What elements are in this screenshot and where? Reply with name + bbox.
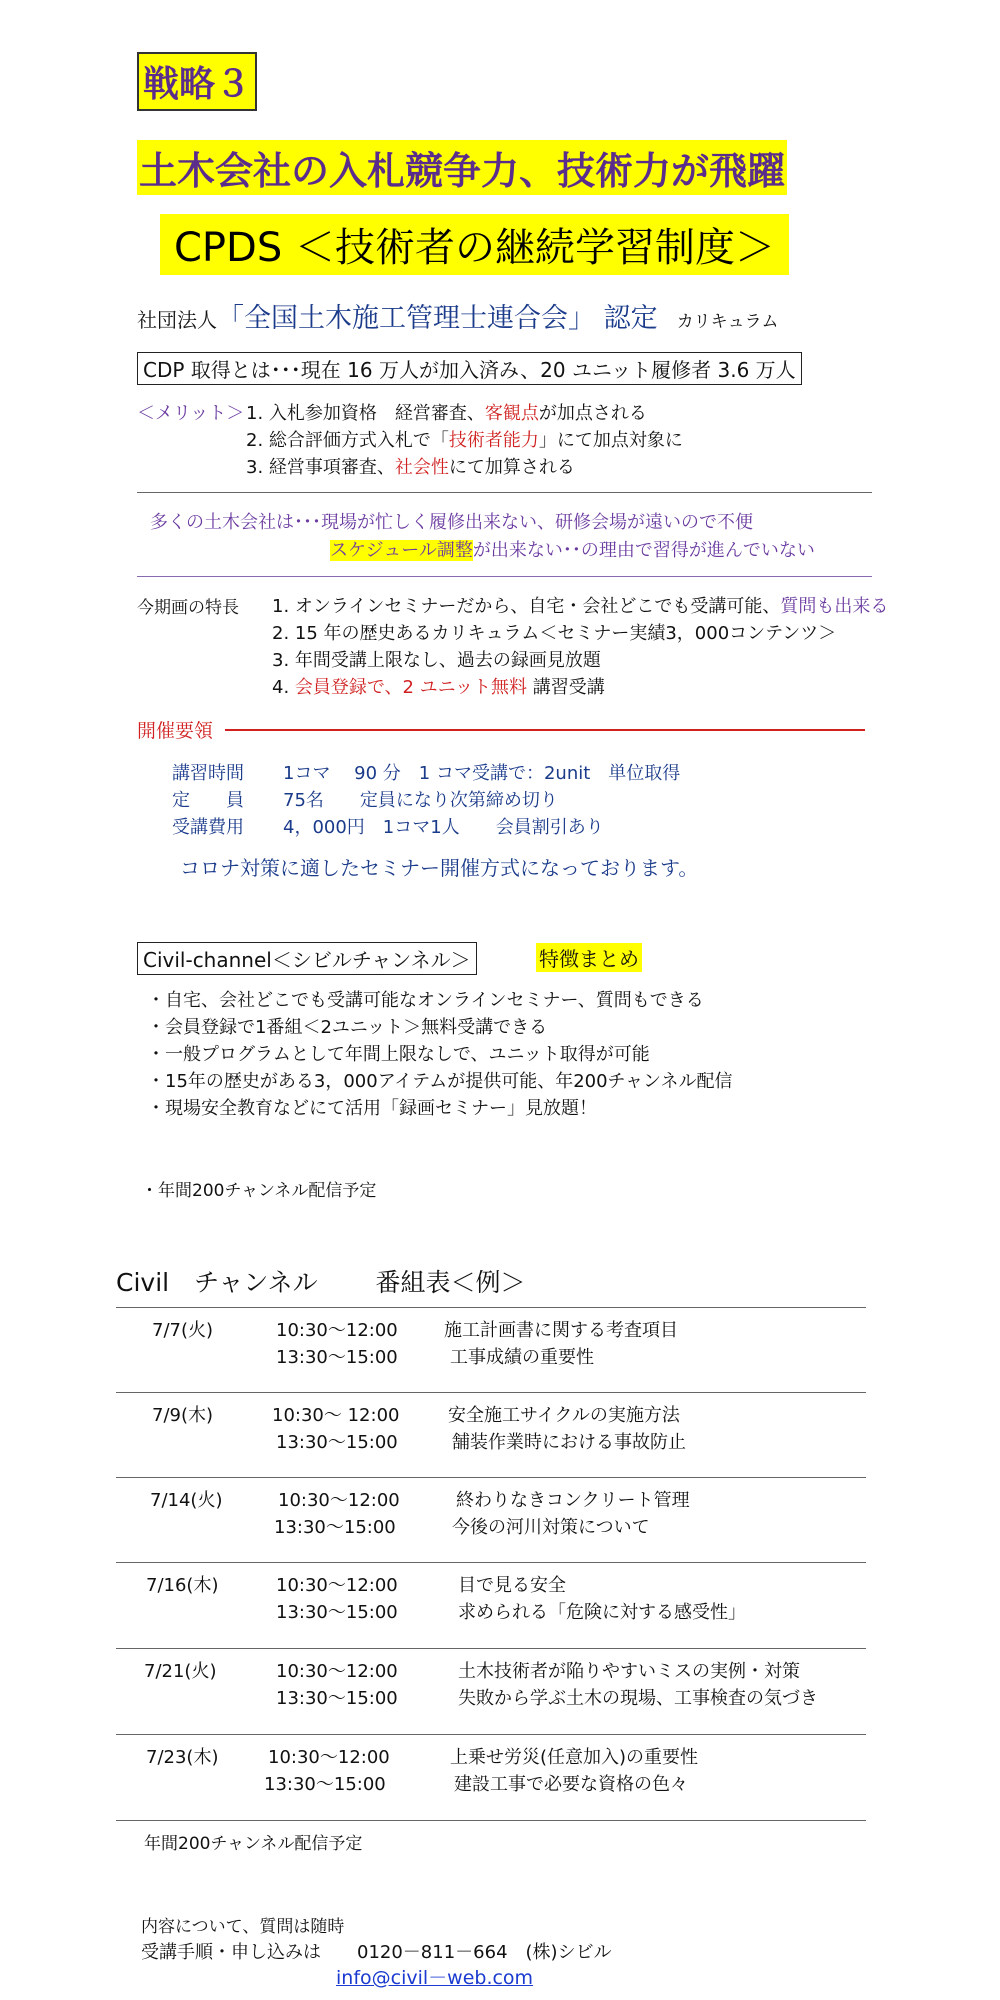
divider	[137, 576, 872, 577]
schedule-time: 10:30～ 12:00	[272, 1405, 400, 1426]
cdp-box: CDP 取得とは･･･現在 16 万人が加入済み、20 ユニット履修者 3.6 万人	[137, 352, 802, 385]
org-name: 「全国土木施工管理士連合会」 認定	[217, 303, 658, 334]
org-prefix: 社団法人	[137, 308, 217, 332]
civil-bullet: ・自宅、会社どこでも受講可能なオンラインセミナー、質問もできる	[147, 990, 704, 1011]
schedule-program: 施工計画書に関する考査項目	[444, 1320, 678, 1341]
session-heading: 開催要領	[137, 720, 214, 742]
corona-note: コロナ対策に適したセミナー開催方式になっております。	[180, 856, 699, 880]
schedule-program: 目で見る安全	[458, 1575, 566, 1596]
features-label: 今期画の特長	[137, 598, 239, 618]
schedule-time: 13:30～15:00	[276, 1347, 398, 1368]
schedule-rule	[116, 1820, 866, 1821]
schedule-rule	[116, 1734, 866, 1735]
schedule-program: 舗装作業時における事故防止	[452, 1432, 686, 1453]
headline: 土木会社の入札競争力、技術力が飛躍	[137, 140, 787, 195]
schedule-time: 13:30～15:00	[276, 1432, 398, 1453]
session-heading-rule	[225, 729, 865, 731]
schedule-time: 10:30～12:00	[268, 1747, 390, 1768]
session-time-label: 講習時間	[172, 763, 244, 784]
feature-item-3: 3. 年間受講上限なし、過去の録画見放題	[272, 650, 601, 671]
contact-phone: 受講手順・申し込みは 0120－811－664 (株)シビル	[141, 1942, 612, 1963]
schedule-title: Civil チャンネル 番組表＜例＞	[116, 1268, 526, 1297]
contact-email-link[interactable]: info@civil－web.com	[336, 1967, 534, 1989]
feature-item-4: 4. 会員登録で、2 ユニット無料 講習受講	[272, 677, 605, 698]
contact-question: 内容について、質問は随時	[141, 1917, 345, 1937]
merit-label: ＜メリット＞	[137, 403, 245, 424]
org-line	[137, 296, 779, 335]
session-time-value: 1コマ 90 分 1 コマ受講で：2unit 単位取得	[283, 763, 681, 784]
merit-item-3: 3. 経営事項審査、社会性にて加算される	[246, 457, 575, 478]
schedule-program: 失敗から学ぶ土木の現場、工事検査の気づき	[458, 1688, 818, 1709]
schedule-time: 13:30～15:00	[264, 1774, 386, 1795]
org-suffix: カリキュラム	[676, 312, 779, 332]
schedule-date: 7/16(木)	[146, 1575, 219, 1596]
civil-bullet: ・15年の歴史がある3，000アイテムが提供可能、年200チャンネル配信	[147, 1071, 733, 1092]
civil-bullet: ・一般プログラムとして年間上限なしで、ユニット取得が可能	[147, 1044, 650, 1065]
schedule-rule	[116, 1648, 866, 1649]
session-fee-label: 受講費用	[172, 817, 244, 838]
schedule-time: 13:30～15:00	[276, 1602, 398, 1623]
schedule-program: 求められる「危険に対する感受性」	[458, 1602, 746, 1623]
civil-bullet: ・会員登録で1番組＜2ユニット＞無料受講できる	[147, 1017, 548, 1038]
schedule-program: 建設工事で必要な資格の色々	[454, 1774, 688, 1795]
schedule-rule	[116, 1307, 866, 1308]
feature-item-2: 2. 15 年の歴史あるカリキュラム＜セミナー実績3，000コンテンツ＞	[272, 623, 837, 644]
schedule-rule	[116, 1562, 866, 1563]
feature-item-1: 1. オンラインセミナーだから、自宅・会社どこでも受講可能、質問も出来る	[272, 596, 889, 617]
merit-item-2: 2. 総合評価方式入札で「技術者能力」にて加点対象に	[246, 430, 683, 451]
schedule-time: 13:30～15:00	[276, 1688, 398, 1709]
problem-line-2: スケジュール調整が出来ない･･の理由で習得が進んでいない	[330, 540, 815, 561]
schedule-date: 7/7(火)	[152, 1320, 214, 1341]
annual-note: ・年間200チャンネル配信予定	[141, 1181, 377, 1201]
merit-item-1: 1. 入札参加資格 経営審査、客観点が加点される	[246, 403, 647, 424]
schedule-program: 土木技術者が陥りやすいミスの実例・対策	[458, 1661, 800, 1682]
schedule-rule	[116, 1392, 866, 1393]
cpds-title: CPDS ＜技術者の継続学習制度＞	[160, 214, 789, 275]
divider	[137, 492, 872, 493]
schedule-program: 今後の河川対策について	[452, 1517, 650, 1538]
schedule-program: 上乗せ労災(任意加入)の重要性	[450, 1747, 699, 1768]
session-capacity-value: 75名 定員になり次第締め切り	[283, 790, 558, 811]
schedule-date: 7/21(火)	[144, 1661, 217, 1682]
schedule-footer: 年間200チャンネル配信予定	[144, 1834, 363, 1854]
schedule-date: 7/23(木)	[146, 1747, 219, 1768]
civil-bullet: ・現場安全教育などにて活用「録画セミナー」見放題！	[147, 1098, 597, 1119]
schedule-program: 終わりなきコンクリート管理	[456, 1490, 690, 1511]
schedule-date: 7/9(木)	[152, 1405, 214, 1426]
civil-channel-box: Civil-channel＜シビルチャンネル＞	[137, 942, 477, 975]
schedule-time: 10:30～12:00	[276, 1320, 398, 1341]
schedule-time: 10:30～12:00	[276, 1575, 398, 1596]
schedule-time: 10:30～12:00	[276, 1661, 398, 1682]
schedule-time: 10:30～12:00	[278, 1490, 400, 1511]
civil-summary-label: 特徴まとめ	[536, 943, 642, 972]
schedule-rule	[116, 1477, 866, 1478]
strategy-badge: 戦略３	[137, 52, 257, 111]
schedule-time: 13:30～15:00	[274, 1517, 396, 1538]
problem-line-1: 多くの土木会社は･･･現場が忙しく履修出来ない、研修会場が遠いので不便	[150, 512, 753, 533]
session-fee-value: 4，000円 1コマ1人 会員割引あり	[283, 817, 604, 838]
schedule-program: 工事成績の重要性	[450, 1347, 594, 1368]
schedule-date: 7/14(火)	[150, 1490, 223, 1511]
session-capacity-label: 定 員	[172, 790, 244, 811]
schedule-program: 安全施工サイクルの実施方法	[448, 1405, 680, 1426]
